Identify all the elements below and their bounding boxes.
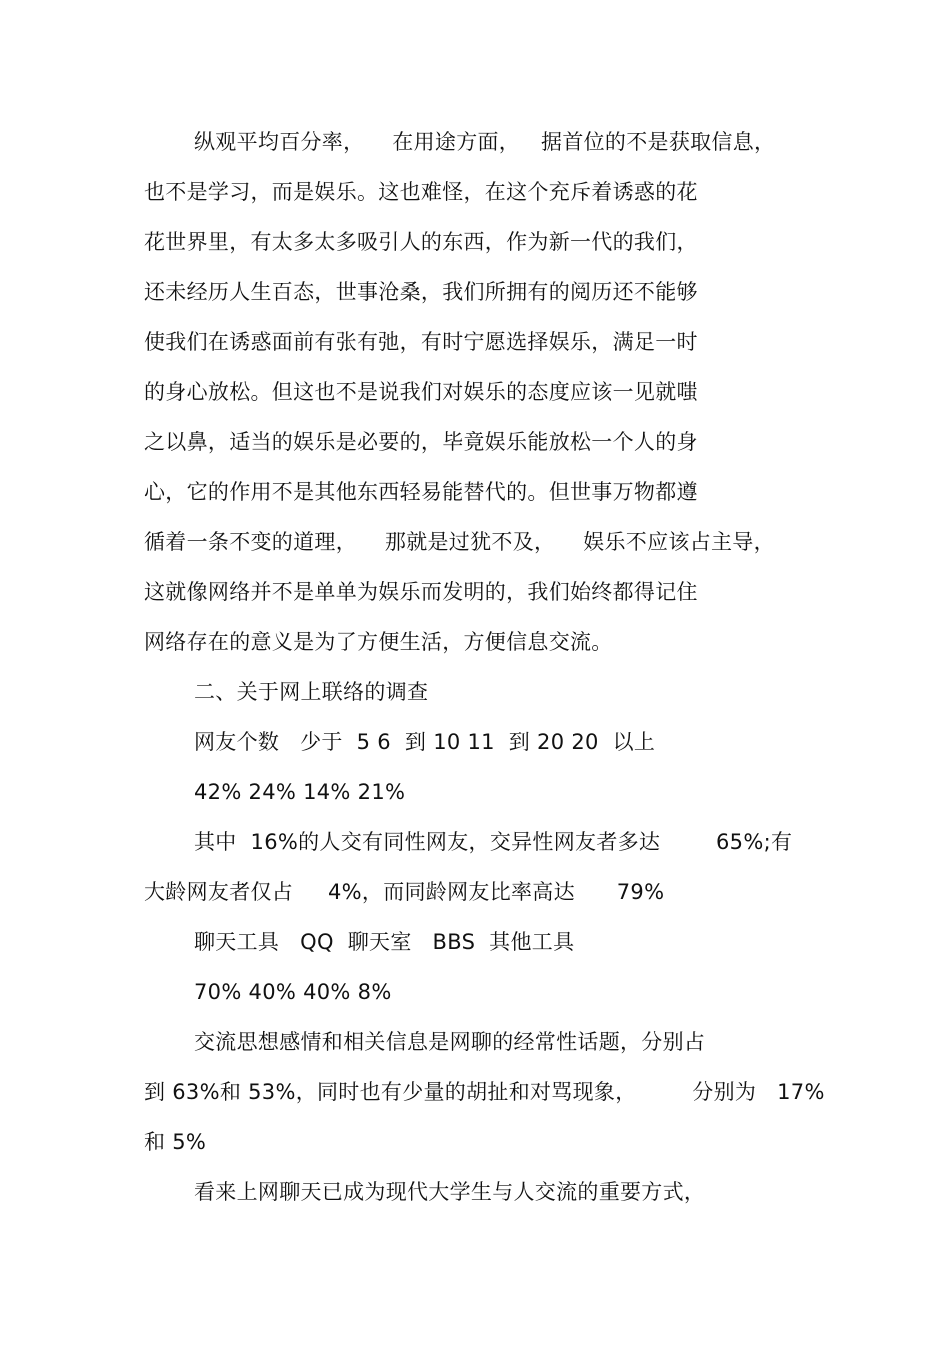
paragraph-1-line-9: 循着一条不变的道理， 那就是过犹不及， 娱乐不应该占主导， (144, 530, 775, 554)
paragraph-2-line-1: 其中 16%的人交有同性网友，交异性网友者多达 65%;有 (194, 830, 793, 854)
paragraph-4-line-1: 看来上网聊天已成为现代大学生与人交流的重要方式， (194, 1180, 706, 1204)
paragraph-3-line-1: 交流思想感情和相关信息是网聊的经常性话题，分别占 (194, 1030, 706, 1054)
paragraph-1-line-11: 网络存在的意义是为了方便生活，方便信息交流。 (144, 630, 613, 654)
paragraph-1-line-8: 心，它的作用不是其他东西轻易能替代的。但世事万物都遵 (144, 480, 698, 504)
paragraph-2-line-2: 大龄网友者仅占 4%，而同龄网友比率高达 79% (144, 880, 665, 904)
paragraph-3-line-3: 和 5% (144, 1130, 207, 1154)
section-heading: 二、关于网上联络的调查 (194, 680, 429, 704)
paragraph-1-line-6: 的身心放松。但这也不是说我们对娱乐的态度应该一见就嗤 (144, 380, 698, 404)
paragraph-1-line-4: 还未经历人生百态，世事沧桑，我们所拥有的阅历还不能够 (144, 280, 698, 304)
friends-table-values: 42% 24% 14% 21% (194, 780, 406, 804)
friends-table-header: 网友个数 少于 5 6 到 10 11 到 20 20 以上 (194, 730, 656, 754)
paragraph-1-line-10: 这就像网络并不是单单为娱乐而发明的，我们始终都得记住 (144, 580, 698, 604)
paragraph-1-line-7: 之以鼻，适当的娱乐是必要的，毕竟娱乐能放松一个人的身 (144, 430, 698, 454)
paragraph-1-line-3: 花世界里，有太多太多吸引人的东西，作为新一代的我们， (144, 230, 698, 254)
paragraph-1-line-5: 使我们在诱惑面前有张有弛，有时宁愿选择娱乐，满足一时 (144, 330, 698, 354)
paragraph-3-line-2: 到 63%和 53%，同时也有少量的胡扯和对骂现象， 分别为 17% (144, 1080, 825, 1104)
tools-table-header: 聊天工具 QQ 聊天室 BBS 其他工具 (194, 930, 575, 954)
paragraph-1-line-2: 也不是学习，而是娱乐。这也难怪，在这个充斥着诱惑的花 (144, 180, 698, 204)
paragraph-1-line-1: 纵观平均百分率， 在用途方面， 据首位的不是获取信息， (194, 130, 776, 154)
tools-table-values: 70% 40% 40% 8% (194, 980, 392, 1004)
